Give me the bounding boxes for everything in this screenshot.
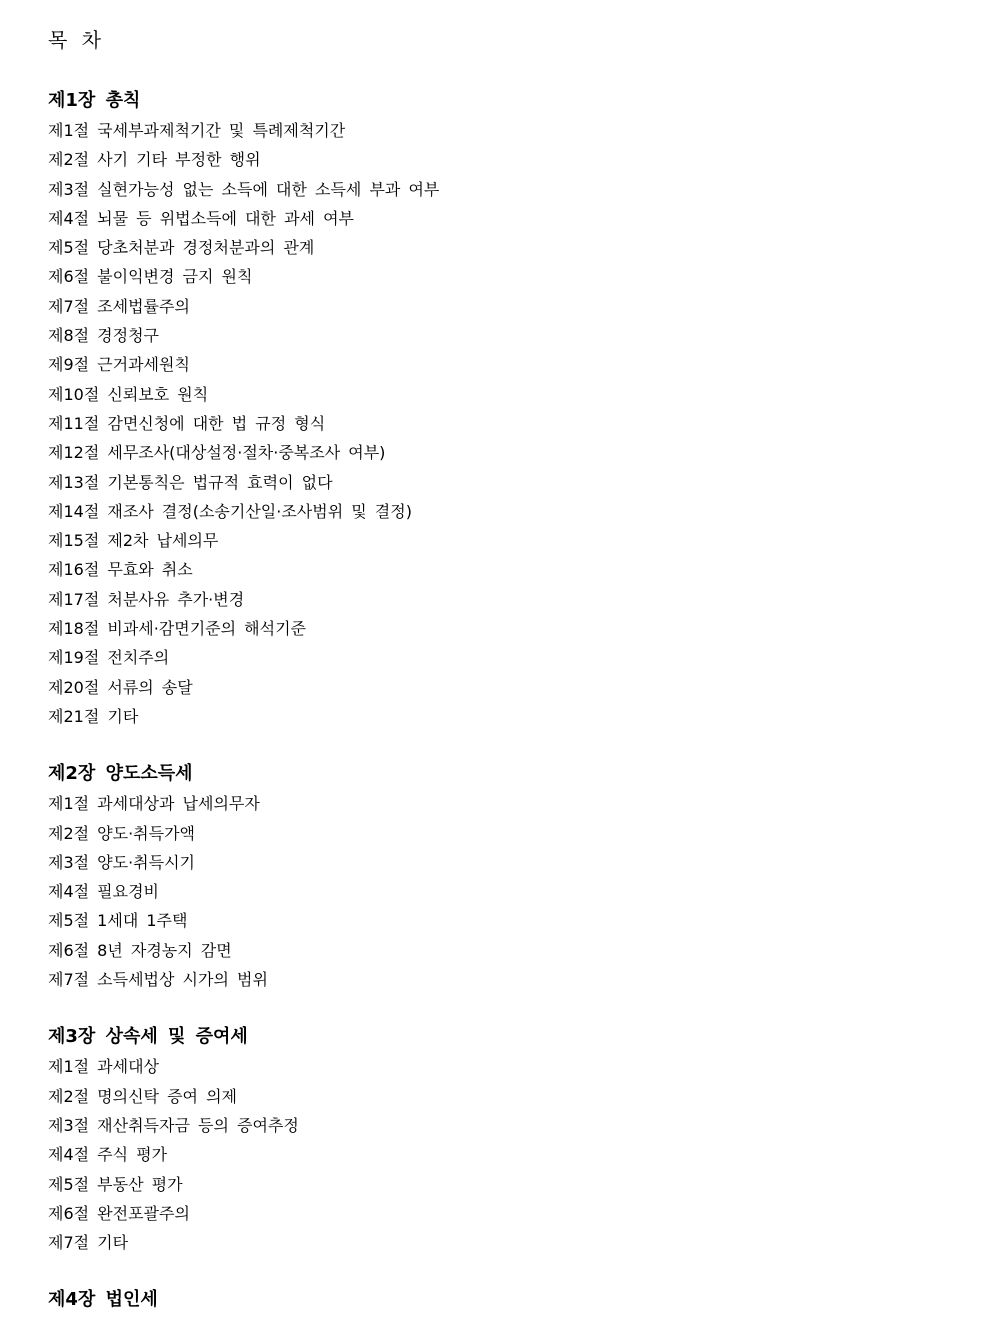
section-item: 제2절 양도·취득가액 [48, 823, 195, 843]
section-item: 제4절 뇌물 등 위법소득에 대한 과세 여부 [48, 208, 354, 228]
chapter-block [48, 1285, 952, 1315]
section-item: 제2절 사기 기타 부정한 행위 [48, 150, 261, 170]
section-item: 제10절 신뢰보호 원칙 [48, 384, 209, 404]
chapter-block [48, 86, 952, 731]
section-item: 제1절 과세대상 [48, 1057, 160, 1077]
section-item: 제6절 불이익변경 금지 원칙 [48, 267, 253, 287]
section-item: 제7절 소득세법상 시가의 범위 [48, 970, 268, 990]
section-item: 제19절 전치주의 [48, 648, 170, 668]
section-item: 제8절 경정청구 [48, 326, 160, 346]
section-item: 제5절 1세대 1주택 [48, 911, 188, 931]
section-item: 제15절 제2차 납세의무 [48, 531, 219, 551]
section-item: 제4절 필요경비 [48, 882, 160, 902]
chapter-list [48, 86, 952, 1315]
chapter-block [48, 759, 952, 994]
chapter-block [48, 1022, 952, 1257]
section-item: 제18절 비과세·감면기준의 해석기준 [48, 619, 307, 639]
page-title: 목 차 [48, 28, 105, 52]
chapter-title: 제2장 양도소득세 [48, 763, 193, 785]
section-item: 제4절 주식 평가 [48, 1145, 168, 1165]
chapter-title: 제4장 법인세 [48, 1289, 158, 1311]
section-item: 제1절 과세대상과 납세의무자 [48, 794, 260, 814]
section-item: 제7절 조세법률주의 [48, 296, 190, 316]
section-item: 제13절 기본통칙은 법규적 효력이 없다 [48, 472, 333, 492]
section-item: 제3절 재산취득자금 등의 증여추정 [48, 1115, 299, 1135]
section-item: 제17절 처분사유 추가·변경 [48, 589, 245, 609]
section-list [48, 1052, 952, 1257]
chapter-title: 제3장 상속세 및 증여세 [48, 1026, 248, 1048]
section-list [48, 789, 952, 994]
section-item: 제2절 명의신탁 증여 의제 [48, 1086, 237, 1106]
section-item: 제7절 기타 [48, 1233, 129, 1253]
section-item: 제6절 8년 자경농지 감면 [48, 940, 232, 960]
section-item: 제11절 감면신청에 대한 법 규정 형식 [48, 413, 326, 433]
section-item: 제12절 세무조사(대상설정·절차·중복조사 여부) [48, 443, 386, 463]
section-item: 제5절 당초처분과 경정처분과의 관계 [48, 238, 315, 258]
section-item: 제16절 무효와 취소 [48, 560, 193, 580]
section-item: 제3절 실현가능성 없는 소득에 대한 소득세 부과 여부 [48, 179, 440, 199]
section-item: 제3절 양도·취득시기 [48, 852, 195, 872]
section-item: 제21절 기타 [48, 706, 139, 726]
section-list [48, 116, 952, 731]
section-item: 제14절 재조사 결정(소송기산일·조사범위 및 결정) [48, 501, 412, 521]
section-item: 제20절 서류의 송달 [48, 677, 193, 697]
section-item: 제6절 완전포괄주의 [48, 1203, 190, 1223]
table-of-contents-page [48, 26, 952, 1343]
section-item: 제1절 국세부과제척기간 및 특례제척기간 [48, 121, 346, 140]
section-item: 제9절 근거과세원칙 [48, 355, 190, 375]
section-item: 제5절 부동산 평가 [48, 1174, 183, 1194]
chapter-title: 제1장 총칙 [48, 90, 141, 111]
